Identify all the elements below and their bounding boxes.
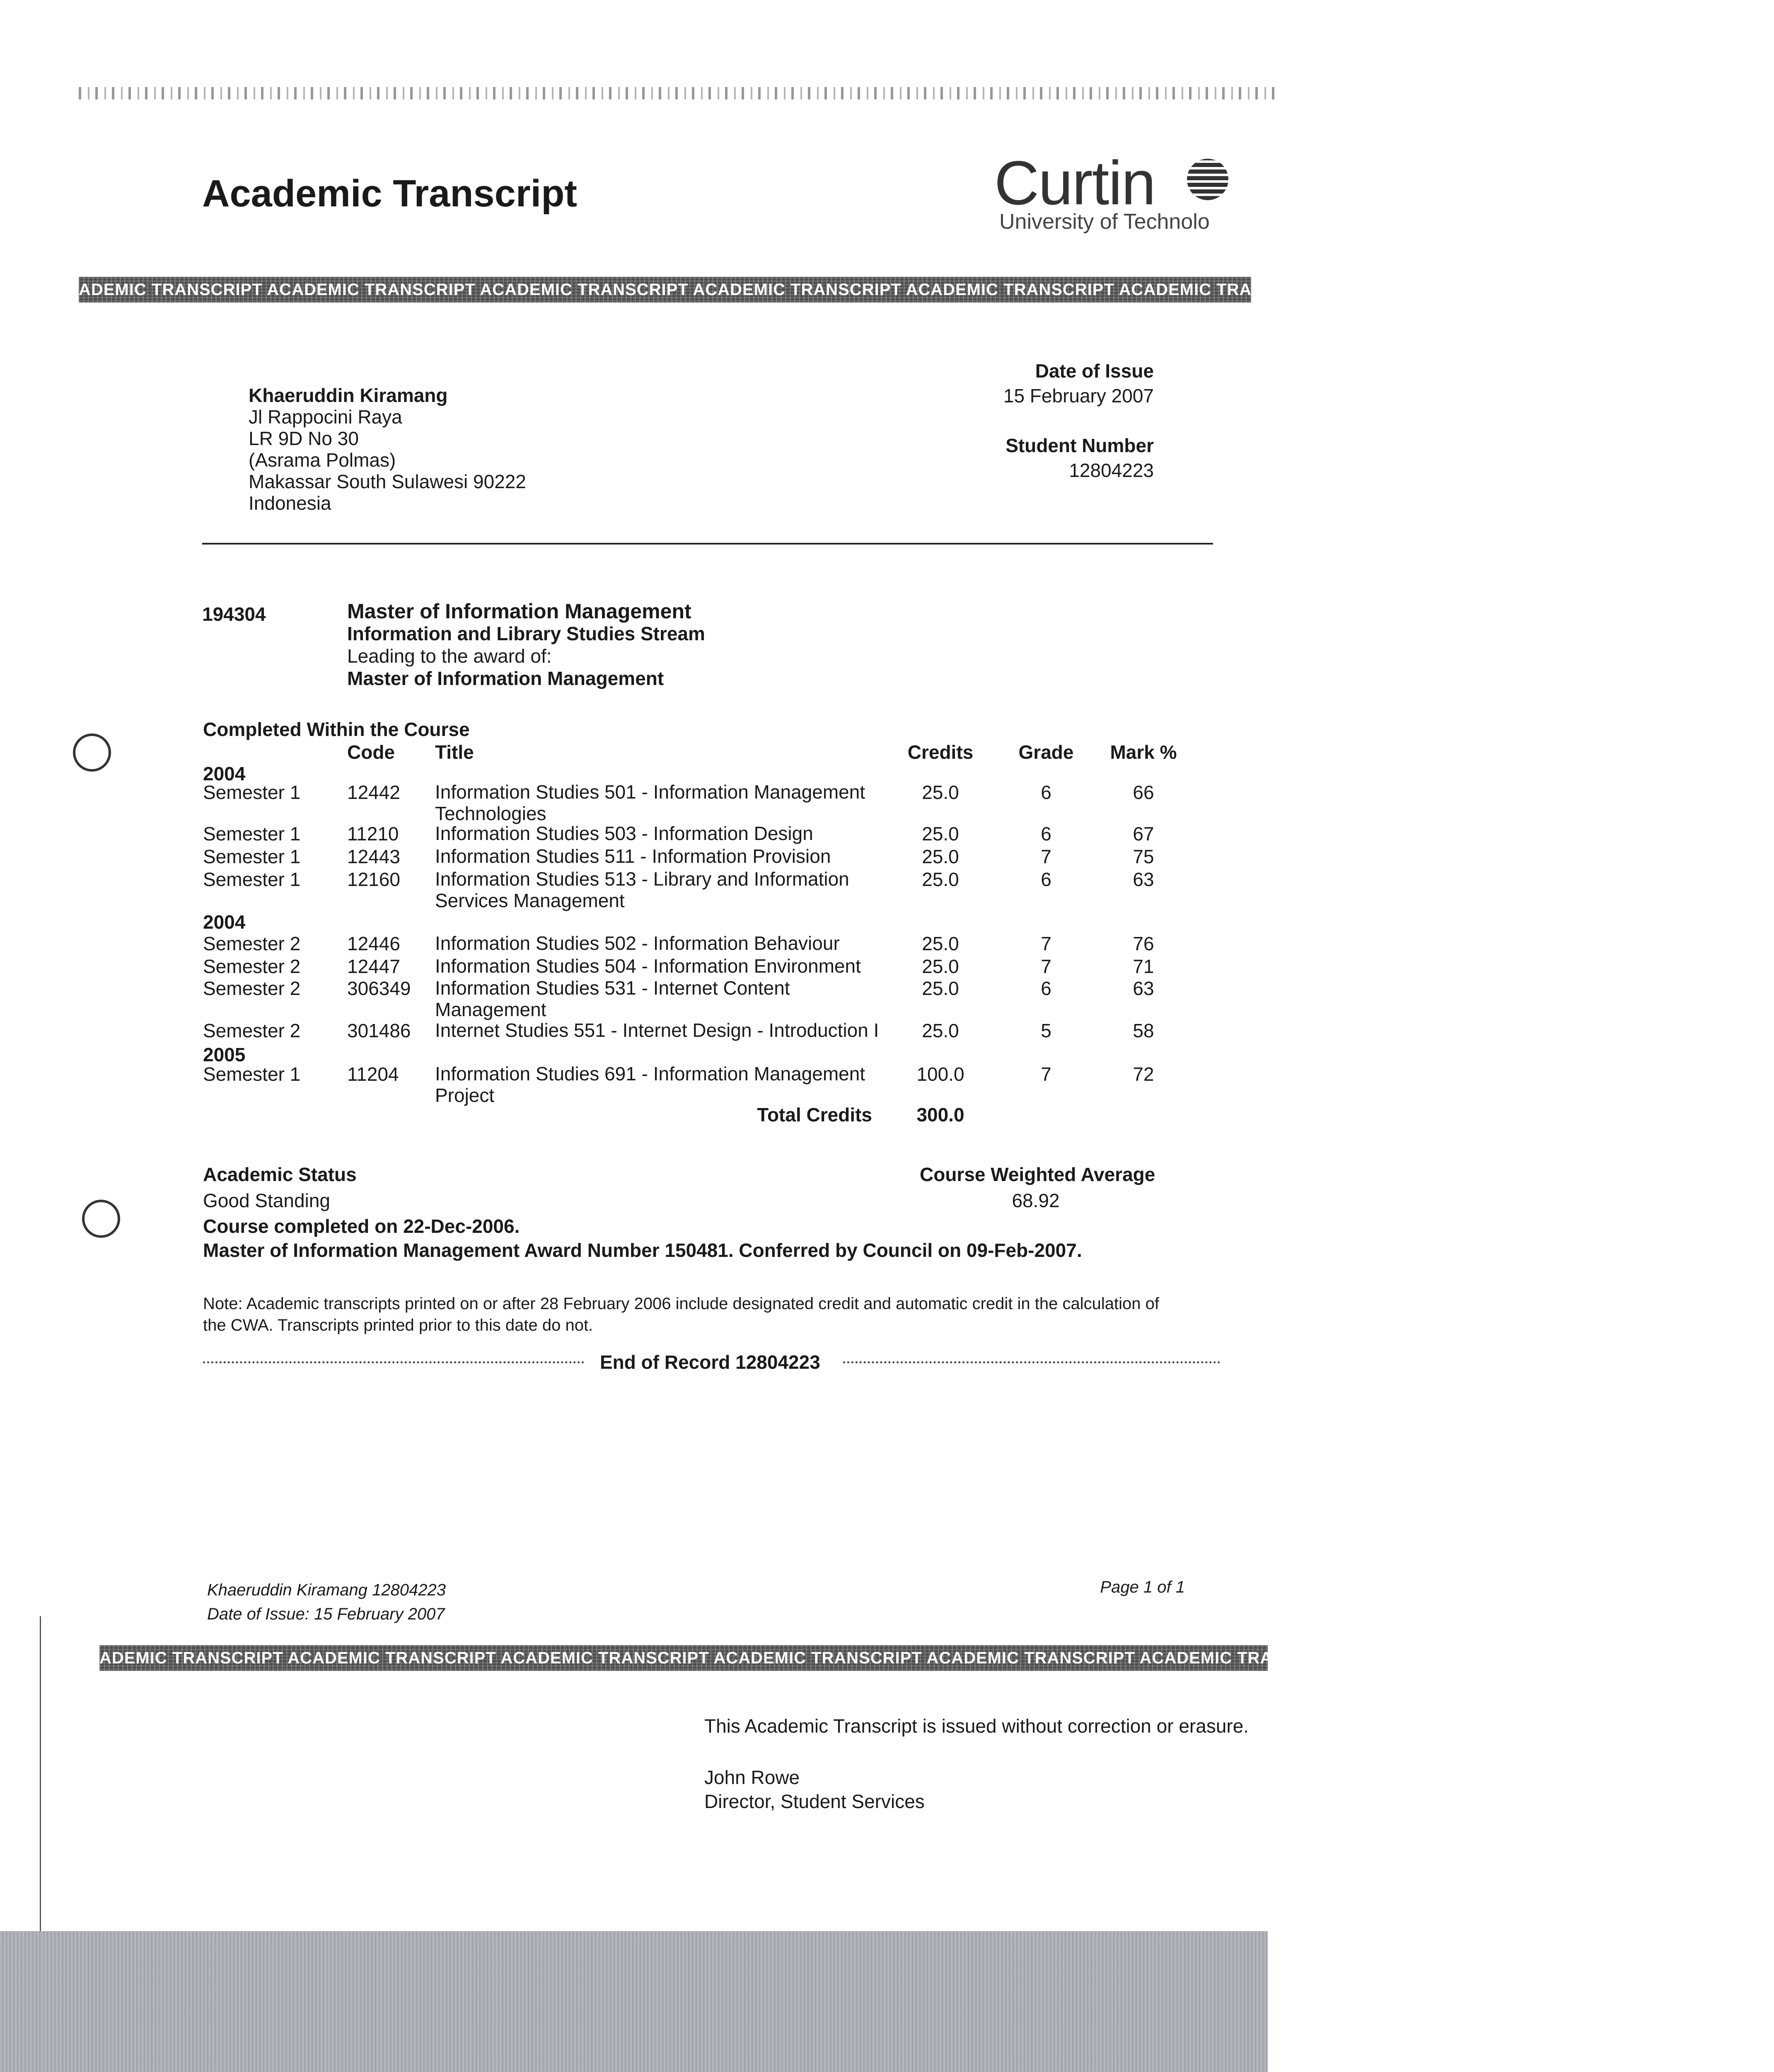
unit-title-line: Information Studies 691 - Information Management xyxy=(435,1063,865,1084)
course-award: Master of Information Management xyxy=(347,668,664,689)
unit-title xyxy=(435,1063,891,1106)
column-header-grade: Grade xyxy=(1018,741,1074,763)
transcript-band-top: ADEMIC TRANSCRIPT ACADEMIC TRANSCRIPT ACADEMIC TRANSCRIPT ACADEMIC TRANSCRIPT ACADEMIC TRANSCRIPT ACADEMIC TRANSCRIPT ACADEMIC TRANSCRIPT ACADEMIC TRANSCRIPT xyxy=(79,277,1251,303)
completed-heading: Completed Within the Course xyxy=(203,719,470,740)
unit-grade: 7 xyxy=(1041,846,1051,867)
unit-credits: 25.0 xyxy=(922,956,959,977)
unit-code: 12443 xyxy=(347,846,400,867)
curtin-logo xyxy=(994,147,1243,247)
unit-title xyxy=(435,868,891,911)
unit-semester: Semester 2 xyxy=(203,933,301,954)
unit-grade: 5 xyxy=(1041,1020,1051,1041)
unit-semester: Semester 1 xyxy=(203,1063,301,1085)
logo-wordmark: Curtin xyxy=(994,148,1155,218)
column-header-credits: Credits xyxy=(907,741,974,763)
logo-emblem-icon xyxy=(1187,159,1228,200)
course-block xyxy=(347,600,705,690)
scan-edge-line xyxy=(40,1616,41,1931)
unit-credits: 25.0 xyxy=(922,978,959,999)
course-completed-line: Course completed on 22-Dec-2006. xyxy=(203,1215,520,1237)
course-leading: Leading to the award of: xyxy=(347,645,552,667)
unit-title-line: Services Management xyxy=(435,890,625,911)
unit-title-line: Management xyxy=(435,999,546,1020)
scanner-background xyxy=(0,1931,1268,2072)
unit-code: 306349 xyxy=(347,978,411,999)
unit-title xyxy=(435,977,891,1020)
unit-grade: 6 xyxy=(1041,978,1051,999)
unit-title xyxy=(435,781,891,824)
academic-status-value: Good Standing xyxy=(203,1190,330,1211)
unit-title-line: Technologies xyxy=(435,803,546,824)
unit-mark: 58 xyxy=(1133,1020,1154,1041)
header-divider xyxy=(202,543,1213,545)
unit-code: 12447 xyxy=(347,956,400,977)
document-title: Academic Transcript xyxy=(202,172,578,215)
punch-hole-bottom xyxy=(82,1200,120,1238)
unit-code: 12442 xyxy=(347,782,400,803)
punch-hole-top xyxy=(73,733,111,772)
unit-code: 301486 xyxy=(347,1020,411,1041)
unit-grade: 6 xyxy=(1041,823,1051,845)
unit-semester: Semester 2 xyxy=(203,1020,301,1041)
footer-id-block xyxy=(207,1578,446,1626)
logo-subtitle: University of Technolo xyxy=(999,210,1210,234)
unit-mark: 71 xyxy=(1133,956,1154,977)
unit-code: 12160 xyxy=(347,869,400,890)
unit-credits: 100.0 xyxy=(916,1063,964,1085)
unit-semester: Semester 1 xyxy=(203,869,301,890)
unit-title-line: Information Studies 504 - Information Environment xyxy=(435,955,861,977)
unit-title-line: Information Studies 502 - Information Behaviour xyxy=(435,932,840,954)
unit-title-line: Information Studies 531 - Internet Content xyxy=(435,977,790,999)
unit-semester: Semester 1 xyxy=(203,846,301,867)
award-conferred-line: Master of Information Management Award Number 150481. Conferred by Council on 09-Feb-2007. xyxy=(203,1239,1082,1261)
unit-code: 11210 xyxy=(347,823,399,845)
unit-title xyxy=(435,932,891,954)
unit-title xyxy=(435,1019,891,1041)
unit-code: 11204 xyxy=(347,1063,399,1085)
column-header-title: Title xyxy=(435,741,474,763)
course-name: Master of Information Management xyxy=(347,600,691,623)
unit-semester: Semester 2 xyxy=(203,978,301,999)
unit-semester: Semester 1 xyxy=(203,823,301,845)
unit-title xyxy=(435,823,891,844)
address-line: Jl Rappocini Raya xyxy=(249,406,402,428)
unit-mark: 66 xyxy=(1133,782,1154,803)
student-number-label: Student Number xyxy=(1005,435,1154,456)
note-line: the CWA. Transcripts printed prior to this date do not. xyxy=(203,1316,593,1334)
unit-grade: 6 xyxy=(1041,782,1051,803)
unit-grade: 7 xyxy=(1041,956,1051,977)
year-label: 2004 xyxy=(203,763,246,784)
unit-credits: 25.0 xyxy=(922,1020,959,1041)
year-label: 2005 xyxy=(203,1044,246,1065)
transcript-band-bottom: ADEMIC TRANSCRIPT ACADEMIC TRANSCRIPT ACADEMIC TRANSCRIPT ACADEMIC TRANSCRIPT ACADEMIC TRANSCRIPT ACADEMIC TRANSCRIPT ACADEMIC TRANSCRIPT ACADEMIC TRANSCRIPT xyxy=(99,1645,1268,1671)
unit-title-line: Internet Studies 551 - Internet Design - Introduction I xyxy=(435,1019,879,1041)
signatory-block xyxy=(704,1765,925,1813)
cwa-label: Course Weighted Average xyxy=(920,1164,1155,1185)
unit-title-line: Information Studies 501 - Information Management xyxy=(435,781,865,803)
total-credits-value: 300.0 xyxy=(916,1104,964,1126)
unit-credits: 25.0 xyxy=(922,782,959,803)
unit-grade: 6 xyxy=(1041,869,1051,890)
address-line: (Asrama Polmas) xyxy=(249,449,396,471)
unit-title xyxy=(435,845,891,867)
unit-semester: Semester 1 xyxy=(203,782,301,803)
year-label: 2004 xyxy=(203,911,246,933)
student-number-value: 12804223 xyxy=(1069,460,1154,481)
unit-grade: 7 xyxy=(1041,1063,1051,1085)
unit-semester: Semester 2 xyxy=(203,956,301,977)
date-of-issue-label: Date of Issue xyxy=(1035,360,1154,382)
column-header-code: Code xyxy=(347,741,395,763)
cwa-value: 68.92 xyxy=(1012,1190,1060,1211)
unit-title-line: Project xyxy=(435,1084,495,1106)
unit-credits: 25.0 xyxy=(922,869,959,890)
note-line: Note: Academic transcripts printed on or after 28 February 2006 include designated credit and automatic credit in the calculation of xyxy=(203,1295,1159,1313)
unit-credits: 25.0 xyxy=(922,846,959,867)
course-code: 194304 xyxy=(202,603,266,625)
unit-mark: 67 xyxy=(1133,823,1154,845)
unit-mark: 63 xyxy=(1133,978,1154,999)
date-of-issue-value: 15 February 2007 xyxy=(1003,385,1154,407)
footer-date: Date of Issue: 15 February 2007 xyxy=(207,1605,445,1623)
end-record-dots-right xyxy=(843,1361,1220,1363)
unit-title-line: Information Studies 503 - Information Design xyxy=(435,823,813,844)
unit-title xyxy=(435,955,891,977)
address-block xyxy=(249,385,526,514)
unit-mark: 72 xyxy=(1133,1063,1154,1085)
unit-code: 12446 xyxy=(347,933,400,954)
total-credits-label: Total Credits xyxy=(757,1104,872,1126)
cwa-note xyxy=(203,1293,1159,1336)
end-of-record: End of Record 12804223 xyxy=(600,1351,820,1373)
unit-mark: 63 xyxy=(1133,869,1154,890)
footer-name-id: Khaeruddin Kiramang 12804223 xyxy=(207,1581,446,1599)
no-erasure-statement: This Academic Transcript is issued without correction or erasure. xyxy=(704,1715,1249,1737)
unit-credits: 25.0 xyxy=(922,823,959,845)
academic-status-label: Academic Status xyxy=(203,1164,357,1185)
address-line: Makassar South Sulawesi 90222 xyxy=(249,471,526,492)
address-line: LR 9D No 30 xyxy=(249,428,359,449)
page-number: Page 1 of 1 xyxy=(1100,1578,1185,1596)
issue-info xyxy=(911,358,1154,483)
student-name: Khaeruddin Kiramang xyxy=(249,385,448,406)
unit-mark: 75 xyxy=(1133,846,1154,867)
unit-title-line: Information Studies 513 - Library and Information xyxy=(435,868,849,890)
column-header-mark: Mark % xyxy=(1110,741,1177,763)
unit-credits: 25.0 xyxy=(922,933,959,954)
unit-mark: 76 xyxy=(1133,933,1154,954)
unit-grade: 7 xyxy=(1041,933,1051,954)
scan-artifact-top xyxy=(79,87,1280,99)
end-record-dots-left xyxy=(203,1361,584,1363)
signatory-name: John Rowe xyxy=(704,1767,800,1788)
signatory-title: Director, Student Services xyxy=(704,1791,925,1812)
course-stream: Information and Library Studies Stream xyxy=(347,623,705,644)
unit-title-line: Information Studies 511 - Information Provision xyxy=(435,845,831,867)
address-line: Indonesia xyxy=(249,492,331,514)
